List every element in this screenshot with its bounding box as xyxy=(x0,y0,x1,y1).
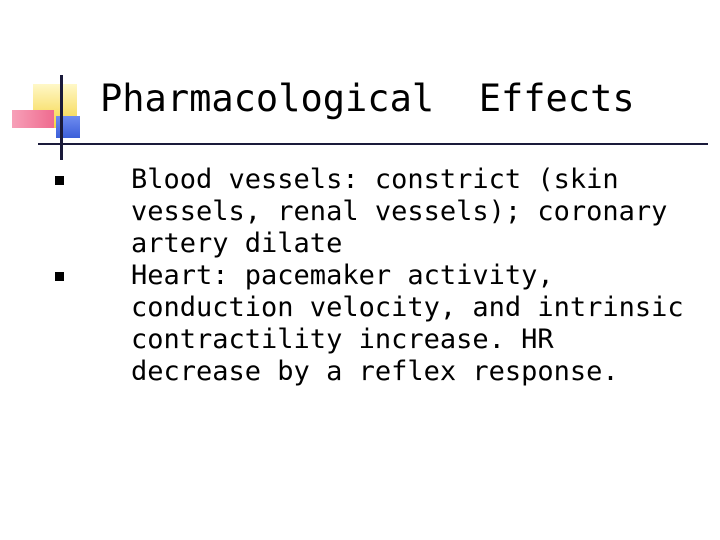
list-item xyxy=(55,260,695,388)
slide-title: Pharmacological Effects xyxy=(100,77,635,120)
bullet-list xyxy=(55,164,695,388)
square-bullet-icon xyxy=(55,272,64,281)
square-bullet-icon xyxy=(55,176,64,185)
vertical-rule-line xyxy=(60,75,63,160)
bullet-text: Blood vessels: constrict (skin vessels, renal vessels); coronary artery dilate xyxy=(131,164,668,259)
list-item xyxy=(55,164,695,260)
bullet-text: Heart: pacemaker activity, conduction velocity, and intrinsic contractility increase. HR decrease by a reflex response. xyxy=(131,260,684,387)
pink-bar-decoration xyxy=(12,110,54,128)
horizontal-rule-line xyxy=(38,143,708,145)
